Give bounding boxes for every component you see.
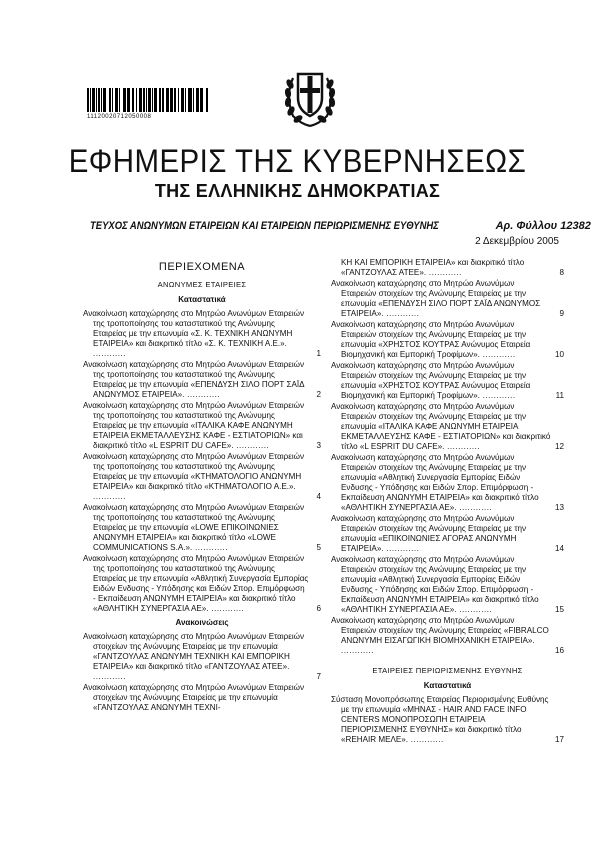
toc-entry-text: Ανακοίνωση καταχώρησης στο Μητρώο Ανωνύμων Εταιρειών της τροποποίησης του καταστατικού της Ανώνυμης Εταιρείας με την επωνυμία «ΚΤΗΜΑΤΟΛΟΓΙΟ ΑΝΩΝΥΜΗ ΕΤΑΙΡΕΙΑ» και διακριτικό τίτλο «ΚΤΗΜΑΤΟΛΟΓΙΟ Α.Ε.». xyxy=(83,452,305,491)
toc-page-number: 11 xyxy=(555,391,564,400)
toc-entry-text: Ανακοίνωση καταχώρησης στο Μητρώο Ανωνύμων Εταιρειών της τροποποίησης του καταστατικού της Ανώνυμης Εταιρείας με την επωνυμία «Σ. Κ. ΤΕΧΝΙΚΗ ΑΝΩΝΥΜΗ ΕΤΑΙΡΕΙΑ» και διακριτικό τίτλο «Σ. Κ. ΤΕΧΝΙΚΗ Α.Ε.». xyxy=(83,309,305,348)
toc-page-number: 1 xyxy=(316,349,321,358)
toc-entry-text: Ανακοίνωση καταχώρησης στο Μητρώο Ανωνύμων Εταιρειών στοιχείων της Ανώνυμης Εταιρείας με την επωνυμία «Αθλητική Συνεργασία Εμπορίας Ειδών Ενδυσης - Υπόδησης και Ειδών Σπορ. Επιμόρφωση - Εκπαίδευση ΑΝΩΝΥΜΗ ΕΤΑΙΡΕΙΑ» και διακριτικό τίτλο «ΑΘΛΗΤΙΚΗ ΣΥΝΕΡΓΑΣΙΑ ΑΕ». xyxy=(331,453,539,512)
toc-entry-text: Ανακοίνωση καταχώρησης στο Μητρώο Ανωνύμων Εταιρειών στοιχείων της Ανώνυμης Εταιρείας με την επωνυμία «ΓΑΝΤΖΟΥΛΑΣ ΑΝΩΝΥΜΗ ΤΕΧΝΙ- xyxy=(83,683,305,712)
toc-page-number: 12 xyxy=(554,442,564,451)
toc-entry-text: ΚΗ ΚΑΙ ΕΜΠΟΡΙΚΗ ΕΤΑΙΡΕΙΑ» και διακριτικό τίτλο «ΓΑΝΤΖΟΥΛΑΣ ΑΤΕΕ». xyxy=(341,258,525,277)
toc-entry: Ανακοίνωση καταχώρησης στο Μητρώο Ανωνύμων Εταιρειών της τροποποίησης του καταστατικού της Ανώνυμης Εταιρείας με την επωνυμία «ΕΠΕΝΔΥΣΗ ΣΙΛΟ ΠΟΡΤ ΣΑΪΔ ΑΝΩΝΥΜΟΣ ΕΤΑΙΡΕΙΑ». ............ 2 xyxy=(83,360,321,399)
gazette-title: ΕΦΗΜΕΡΙΣ ΤΗΣ ΚΥΒΕΡΝΗΣΕΩΣ xyxy=(68,143,527,179)
toc-entry-text: Ανακοίνωση καταχώρησης στο Μητρώο Ανωνύμων Εταιρειών της τροποποίησης του καταστατικού της Ανώνυμης Εταιρείας με την επωνυμία «LOWE ΕΠΙΚΟΙΝΩΝΙΕΣ ΑΝΩΝΥΜΗ ΕΤΑΙΡΕΙΑ» και διακριτικό τίτλο «LOWE COMMUNICATIONS S.A.». xyxy=(83,503,305,552)
section-heading-ltd: ΕΤΑΙΡΕΙΕΣ ΠΕΡΙΩΡΙΣΜΕΝΗΣ ΕΥΘΥΝΗΣ xyxy=(372,666,523,675)
toc-entry-text: Ανακοίνωση καταχώρησης στο Μητρώο Ανωνύμων Εταιρειών στοιχείων της Ανώνυμης Εταιρείας με την επωνυμία «ΓΑΝΤΖΟΥΛΑΣ ΑΝΩΝΥΜΗ ΤΕΧΝΙΚΗ ΚΑΙ ΕΜΠΟΡΙΚΗ ΕΤΑΙΡΕΙΑ» και διακριτικό τίτλο «ΓΑΝΤΖΟΥΛΑΣ ΑΤΕΕ». xyxy=(83,632,305,671)
toc-entry: Ανακοίνωση καταχώρησης στο Μητρώο Ανωνύμων Εταιρειών στοιχείων της Ανώνυμης Εταιρείας με την επωνυμία «ΕΠΙΚΟΙΝΩΝΙΕΣ ΑΓΟΡΑΣ ΑΝΩΝΥΜΗ ΕΤΑΙΡΕΙΑ». ............ 14 xyxy=(331,514,564,553)
section-heading-sa: ΑΝΩΝΥΜΕΣ ΕΤΑΙΡΕΙΕΣ xyxy=(157,280,247,289)
toc-title: ΠΕΡΙΕΧΟΜΕΝΑ xyxy=(158,261,246,273)
toc-page-number: 4 xyxy=(316,492,321,501)
toc-entry: Ανακοίνωση καταχώρησης στο Μητρώο Ανωνύμων Εταιρειών στοιχείων της Ανώνυμης Εταιρείας με την επωνυμία «ΧΡΗΣΤΟΣ ΚΟΥΤΡΑΣ Ανώνυμος Εταιρεία Βιομηχανική και Εμπορική Τροφίμων». ............ 10 xyxy=(331,320,564,359)
toc-entry-text: Ανακοίνωση καταχώρησης στο Μητρώο Ανωνύμων Εταιρειών της τροποποίησης του καταστατικού της Ανώνυμης Εταιρείας με την επωνυμία «ΕΠΕΝΔΥΣΗ ΣΙΛΟ ΠΟΡΤ ΣΑΪΔ ΑΝΩΝΥΜΟΣ ΕΤΑΙΡΕΙΑ». xyxy=(83,360,305,399)
toc-left-column xyxy=(83,262,321,714)
toc-list-notices xyxy=(83,632,321,713)
toc-entry: Ανακοίνωση καταχώρησης στο Μητρώο Ανωνύμων Εταιρειών της τροποποίησης του καταστατικού της Ανώνυμης Εταιρείας με την επωνυμία «ΙΤΑΛΙΚΑ ΚΑΦΕ ΑΝΩΝΥΜΗ ΕΤΑΙΡΕΙΑ ΕΚΜΕΤΑΛΛΕΥΣΗΣ ΚΑΦΕ - ΕΣΤΙΑΤΟΡΙΩΝ» και διακριτικό τίτλο «L ESPRIT DU CAFE». ............ 3 xyxy=(83,401,321,450)
toc-page-number: 5 xyxy=(316,543,321,552)
toc-entry: Ανακοίνωση καταχώρησης στο Μητρώο Ανωνύμων Εταιρειών στοιχείων της Ανώνυμης Εταιρείας «FIBRALCO ΑΝΩΝΥΜΗ ΕΙΣΑΓΩΓΙΚΗ ΒΙΟΜΗΧΑΝΙΚΗ ΕΤΑΙΡΕΙΑ». ............ 16 xyxy=(331,616,564,655)
toc-page-number: 17 xyxy=(554,735,564,744)
toc-entry: ΚΗ ΚΑΙ ΕΜΠΟΡΙΚΗ ΕΤΑΙΡΕΙΑ» και διακριτικό τίτλο «ΓΑΝΤΖΟΥΛΑΣ ΑΤΕΕ». ............ 8 xyxy=(341,258,564,277)
toc-list-statutes xyxy=(83,309,321,614)
gazette-subtitle: ΤΗΣ ΕΛΛΗΝΙΚΗΣ ΔΗΜΟΚΡΑΤΙΑΣ xyxy=(154,181,441,201)
toc-entry: Ανακοίνωση καταχώρησης στο Μητρώο Ανωνύμων Εταιρειών στοιχείων της Ανώνυμης Εταιρείας με την επωνυμία «Αθλητική Συνεργασία Εμπορίας Ειδών Ενδυσης - Υπόδησης και Ειδών Σπορ. Επιμόρφωση - Εκπαίδευση ΑΝΩΝΥΜΗ ΕΤΑΙΡΕΙΑ» και διακριτικό τίτλο «ΑΘΛΗΤΙΚΗ ΣΥΝΕΡΓΑΣΙΑ ΑΕ». ............ 15 xyxy=(331,555,564,614)
toc-entry: Ανακοίνωση καταχώρησης στο Μητρώο Ανωνύμων Εταιρειών στοιχείων της Ανώνυμης Εταιρείας με την επωνυμία «ΧΡΗΣΤΟΣ ΚΟΥΤΡΑΣ Ανώνυμος Εταιρεία Βιομηχανική και Εμπορική Τροφίμων». ............ 11 xyxy=(331,361,564,400)
toc-entry: Ανακοίνωση καταχώρησης στο Μητρώο Ανωνύμων Εταιρειών της τροποποίησης του καταστατικού της Ανώνυμης Εταιρείας με την επωνυμία «Αθλητική Συνεργασία Εμπορίας Ειδών Ενδυσης - Υπόδησης και Ειδών Σπορ. Επιμόρφωση - Εκπαίδευση ΑΝΩΝΥΜΗ ΕΤΑΙΡΕΙΑ» και διακριτικό τίτλο «ΑΘΛΗΤΙΚΗ ΣΥΝΕΡΓΑΣΙΑ ΑΕ». ............ 6 xyxy=(83,554,321,613)
toc-page-number: 10 xyxy=(554,350,564,359)
toc-list-ltd xyxy=(331,695,564,745)
barcode xyxy=(87,88,209,120)
toc-page-number: 7 xyxy=(316,672,321,681)
toc-page-number: 6 xyxy=(316,604,321,613)
toc-entry-text: Ανακοίνωση καταχώρησης στο Μητρώο Ανωνύμων Εταιρειών στοιχείων της Ανώνυμης Εταιρείας με την επωνυμία «ΕΠΙΚΟΙΝΩΝΙΕΣ ΑΓΟΡΑΣ ΑΝΩΝΥΜΗ ΕΤΑΙΡΕΙΑ». xyxy=(331,514,527,553)
toc-entry-text: Ανακοίνωση καταχώρησης στο Μητρώο Ανωνύμων Εταιρειών στοιχείων της Ανώνυμης Εταιρείας με την επωνυμία «ΕΠΕΝΔΥΣΗ ΣΙΛΟ ΠΟΡΤ ΣΑΪΔ ΑΝΩΝΥΜΟΣ ΕΤΑΙΡΕΙΑ». xyxy=(331,279,541,318)
toc-entry-text: Ανακοίνωση καταχώρησης στο Μητρώο Ανωνύμων Εταιρειών στοιχείων της Ανώνυμης Εταιρείας με την επωνυμία «Αθλητική Συνεργασία Εμπορίας Ειδών Ενδυσης - Υπόδησης και Ειδών Σπορ. Επιμόρφωση - Εκπαίδευση ΑΝΩΝΥΜΗ ΕΤΑΙΡΕΙΑ» και διακριτικό τίτλο «ΑΘΛΗΤΙΚΗ ΣΥΝΕΡΓΑΣΙΑ ΑΕ». xyxy=(331,555,539,614)
issue-line xyxy=(90,220,591,232)
toc-entry-text: Ανακοίνωση καταχώρησης στο Μητρώο Ανωνύμων Εταιρειών στοιχείων της Ανώνυμης Εταιρείας με την επωνυμία «ΧΡΗΣΤΟΣ ΚΟΥΤΡΑΣ Ανώνυμος Εταιρεία Βιομηχανική και Εμπορική Τροφίμων». xyxy=(331,361,531,400)
toc-entry-text: Ανακοίνωση καταχώρησης στο Μητρώο Ανωνύμων Εταιρειών της τροποποίησης του καταστατικού της Ανώνυμης Εταιρείας με την επωνυμία «Αθλητική Συνεργασία Εμπορίας Ειδών Ενδυσης - Υπόδησης και Ειδών Σπορ. Επιμόρφωση - Εκπαίδευση ΑΝΩΝΥΜΗ ΕΤΑΙΡΕΙΑ» και διακριτικό τίτλο «ΑΘΛΗΤΙΚΗ ΣΥΝΕΡΓΑΣΙΑ ΑΕ». xyxy=(83,554,309,613)
toc-page-number: 8 xyxy=(559,268,564,277)
toc-entry-text: Ανακοίνωση καταχώρησης στο Μητρώο Ανωνύμων Εταιρειών στοιχείων της Ανώνυμης Εταιρείας με την επωνυμία «ΙΤΑΛΙΚΑ ΚΑΦΕ ΑΝΩΝΥΜΗ ΕΤΑΙΡΕΙΑ ΕΚΜΕΤΑΛΛΕΥΣΗΣ ΚΑΦΕ - ΕΣΤΙΑΤΟΡΙΩΝ» και διακριτικό τίτλο «L ESPRIT DU CAFE». xyxy=(331,402,551,451)
barcode-number: 11120020712050008 xyxy=(87,114,152,120)
toc-page-number: 2 xyxy=(316,390,321,399)
toc-list-notices-cont xyxy=(331,258,564,656)
toc-entry: Ανακοίνωση καταχώρησης στο Μητρώο Ανωνύμων Εταιρειών της τροποποίησης του καταστατικού της Ανώνυμης Εταιρείας με την επωνυμία «ΚΤΗΜΑΤΟΛΟΓΙΟ ΑΝΩΝΥΜΗ ΕΤΑΙΡΕΙΑ» και διακριτικό τίτλο «ΚΤΗΜΑΤΟΛΟΓΙΟ Α.Ε.». ............ 4 xyxy=(83,452,321,501)
toc-page-number: 14 xyxy=(554,544,564,553)
barcode-bars xyxy=(87,88,209,112)
category-heading-statutes: Καταστατικά xyxy=(178,295,226,304)
toc-entry-text: Σύσταση Μονοπρόσωπης Εταιρείας Περιορισμένης Ευθύνης με την επωνυμία «ΜΗΝΑΣ - HAIR AND FACE INFO CENTERS ΜΟΝΟΠΡΟΣΩΠΗ ΕΤΑΙΡΕΙΑ ΠΕΡΙΟΡΙΣΜΕΝΗΣ ΕΥΘΥΝΗΣ» και διακριτικό τίτλο «REHAIR ΜΕΛΕ». xyxy=(331,695,549,744)
toc-right-column xyxy=(331,258,564,746)
toc-entry-text: Ανακοίνωση καταχώρησης στο Μητρώο Ανωνύμων Εταιρειών της τροποποίησης του καταστατικού της Ανώνυμης Εταιρείας με την επωνυμία «ΙΤΑΛΙΚΑ ΚΑΦΕ ΑΝΩΝΥΜΗ ΕΤΑΙΡΕΙΑ ΕΚΜΕΤΑΛΛΕΥΣΗΣ ΚΑΦΕ - ΕΣΤΙΑΤΟΡΙΩΝ» και διακριτικό τίτλο «L ESPRIT DU CAFE». xyxy=(83,401,305,450)
toc-page-number: 13 xyxy=(554,503,564,512)
toc-entry: Ανακοίνωση καταχώρησης στο Μητρώο Ανωνύμων Εταιρειών στοιχείων της Ανώνυμης Εταιρείας με την επωνυμία «ΕΠΕΝΔΥΣΗ ΣΙΛΟ ΠΟΡΤ ΣΑΪΔ ΑΝΩΝΥΜΟΣ ΕΤΑΙΡΕΙΑ». ............ 9 xyxy=(331,279,564,318)
category-heading-notices: Ανακοινώσεις xyxy=(175,618,229,627)
issue-date: 2 Δεκεμβρίου 2005 xyxy=(475,236,559,247)
toc-entry-text: Ανακοίνωση καταχώρησης στο Μητρώο Ανωνύμων Εταιρειών στοιχείων της Ανώνυμης Εταιρείας με την επωνυμία «ΧΡΗΣΤΟΣ ΚΟΥΤΡΑΣ Ανώνυμος Εταιρεία Βιομηχανική και Εμπορική Τροφίμων». xyxy=(331,320,531,359)
toc-page-number: 16 xyxy=(554,646,564,655)
toc-entry: Ανακοίνωση καταχώρησης στο Μητρώο Ανωνύμων Εταιρειών στοιχείων της Ανώνυμης Εταιρείας με την επωνυμία «ΙΤΑΛΙΚΑ ΚΑΦΕ ΑΝΩΝΥΜΗ ΕΤΑΙΡΕΙΑ ΕΚΜΕΤΑΛΛΕΥΣΗΣ ΚΑΦΕ - ΕΣΤΙΑΤΟΡΙΩΝ» και διακριτικό τίτλο «L ESPRIT DU CAFE». ............ 12 xyxy=(331,402,564,451)
toc-entry: Ανακοίνωση καταχώρησης στο Μητρώο Ανωνύμων Εταιρειών στοιχείων της Ανώνυμης Εταιρείας με την επωνυμία «ΓΑΝΤΖΟΥΛΑΣ ΑΝΩΝΥΜΗ ΤΕΧΝΙΚΗ ΚΑΙ ΕΜΠΟΡΙΚΗ ΕΤΑΙΡΕΙΑ» και διακριτικό τίτλο «ΓΑΝΤΖΟΥΛΑΣ ΑΤΕΕ». ............ 7 xyxy=(83,632,321,681)
toc-page-number: 15 xyxy=(554,605,564,614)
toc-page-number: 3 xyxy=(316,441,321,450)
toc-entry-text: Ανακοίνωση καταχώρησης στο Μητρώο Ανωνύμων Εταιρειών στοιχείων της Ανώνυμης Εταιρείας «FIBRALCO ΑΝΩΝΥΜΗ ΕΙΣΑΓΩΓΙΚΗ ΒΙΟΜΗΧΑΝΙΚΗ ΕΤΑΙΡΕΙΑ». xyxy=(331,616,549,645)
toc-entry: Ανακοίνωση καταχώρησης στο Μητρώο Ανωνύμων Εταιρειών στοιχείων της Ανώνυμης Εταιρείας με την επωνυμία «Αθλητική Συνεργασία Εμπορίας Ειδών Ενδυσης - Υπόδησης και Ειδών Σπορ. Επιμόρφωση - Εκπαίδευση ΑΝΩΝΥΜΗ ΕΤΑΙΡΕΙΑ» και διακριτικό τίτλο «ΑΘΛΗΤΙΚΗ ΣΥΝΕΡΓΑΣΙΑ ΑΕ». ............ 13 xyxy=(331,453,564,512)
toc-entry: Ανακοίνωση καταχώρησης στο Μητρώο Ανωνύμων Εταιρειών της τροποποίησης του καταστατικού της Ανώνυμης Εταιρείας με την επωνυμία «LOWE ΕΠΙΚΟΙΝΩΝΙΕΣ ΑΝΩΝΥΜΗ ΕΤΑΙΡΕΙΑ» και διακριτικό τίτλο «LOWE COMMUNICATIONS S.A.». ............ 5 xyxy=(83,503,321,552)
toc-entry: Σύσταση Μονοπρόσωπης Εταιρείας Περιορισμένης Ευθύνης με την επωνυμία «ΜΗΝΑΣ - HAIR AND FACE INFO CENTERS ΜΟΝΟΠΡΟΣΩΠΗ ΕΤΑΙΡΕΙΑ ΠΕΡΙΟΡΙΣΜΕΝΗΣ ΕΥΘΥΝΗΣ» και διακριτικό τίτλο «REHAIR ΜΕΛΕ». ............ 17 xyxy=(331,695,564,744)
toc-entry: Ανακοίνωση καταχώρησης στο Μητρώο Ανωνύμων Εταιρειών της τροποποίησης του καταστατικού της Ανώνυμης Εταιρείας με την επωνυμία «Σ. Κ. ΤΕΧΝΙΚΗ ΑΝΩΝΥΜΗ ΕΤΑΙΡΕΙΑ» και διακριτικό τίτλο «Σ. Κ. ΤΕΧΝΙΚΗ Α.Ε.». ............ 1 xyxy=(83,309,321,358)
greek-coat-of-arms-icon xyxy=(281,64,339,130)
toc-page-number: 9 xyxy=(559,309,564,318)
category-heading-ltd-statutes: Καταστατικά xyxy=(423,681,472,690)
issue-name: ΤΕΥΧΟΣ ΑΝΩΝΥΜΩΝ ΕΤΑΙΡΕΙΩΝ ΚΑΙ ΕΤΑΙΡΕΙΩΝ ΠΕΡΙΩΡΙΣΜΕΝΗΣ ΕΥΘΥΝΗΣ xyxy=(90,220,439,232)
toc-entry xyxy=(83,683,321,713)
sheet-number: Αρ. Φύλλου 12382 xyxy=(495,220,591,232)
